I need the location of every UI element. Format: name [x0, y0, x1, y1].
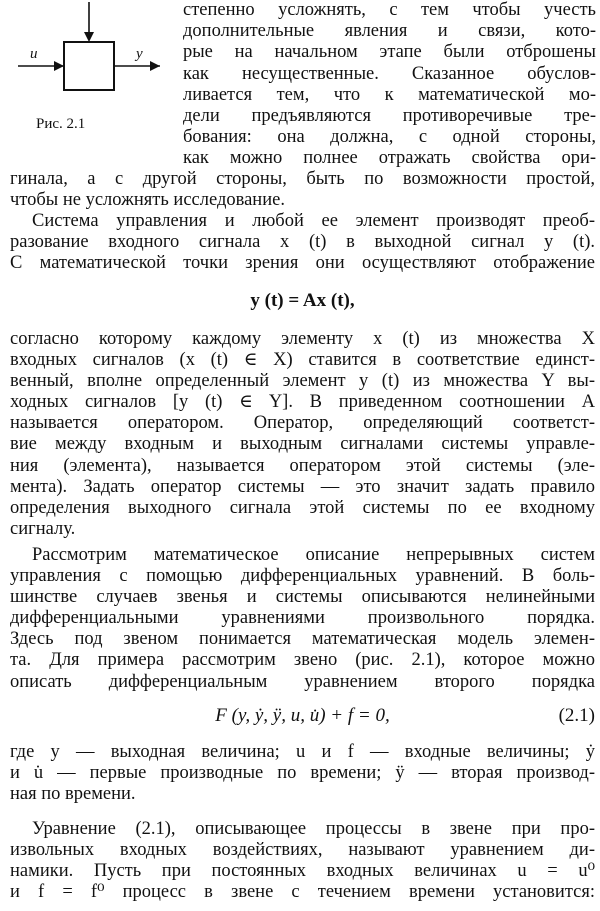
text-line: определения выходного сигнала этой системы по ее входному: [10, 497, 595, 518]
figure-2-1: [8, 0, 173, 150]
text-line: гинала, а с другой стороны, быть по возможности простой,: [10, 169, 595, 189]
block-diagram: [8, 0, 173, 150]
paragraph-5: [10, 742, 595, 805]
text-line: Здесь под звеном понимается математическая модель элемен-: [10, 629, 595, 650]
text-line: где y — выходная величина; u и f — входные величины; ẏ: [10, 742, 595, 762]
text-line: Уравнение (2.1), описывающее процессы в звене при про-: [32, 819, 595, 839]
text-line: вие между входным и выходным сигналами системы управле-: [10, 434, 595, 455]
text-line: дели предъявляются противоречивые тре-: [183, 106, 596, 127]
text-line: согласно которому каждому элементу x (t) из множества X: [10, 329, 595, 349]
equation-number: (2.1): [558, 705, 595, 726]
text-line: извольных входных воздействиях, называют уравнением ди-: [10, 840, 595, 861]
input-label-u: u: [30, 46, 38, 62]
operator-equation: [10, 290, 595, 312]
equation-main: F (y, ẏ, ÿ, u, u̇) + f = 0,: [215, 705, 390, 726]
text-line: называется оператором. Оператор, определяющий соответст-: [10, 413, 595, 434]
paragraph-2: [10, 211, 595, 274]
text-line: степенно усложнять, с тем чтобы учесть: [183, 0, 596, 20]
paragraph-1-tail: [10, 169, 595, 211]
text-line: бования: она должна, с одной стороны,: [183, 127, 596, 148]
text-line: та. Для примера рассмотрим звено (рис. 2.1), которое можно: [10, 650, 595, 671]
text-line: Система управления и любой ее элемент производят преоб-: [32, 211, 595, 231]
input-arrowhead: [54, 61, 64, 71]
block-rectangle: [64, 42, 114, 90]
text-line: венный, вполне определенный элемент y (t) из множества Y вы-: [10, 371, 595, 392]
text-line: и u̇ — первые производные по времени; ÿ — вторая производ-: [10, 763, 595, 784]
text-line: рые на начальном этапе были отброшены: [183, 42, 596, 63]
paragraph-4: [10, 545, 595, 693]
text-line: ная по времени.: [10, 784, 136, 805]
text-line: как несущественные. Сказанное обуслов-: [183, 63, 596, 84]
figure-caption: Рис. 2.1: [36, 116, 86, 132]
text-line: разование входного сигнала x (t) в выходной сигнал y (t).: [10, 232, 595, 253]
equation-operator: y (t) = Ax (t),: [250, 290, 355, 311]
text-line: чтобы не усложнять исследование.: [10, 190, 285, 211]
output-arrowhead: [150, 61, 160, 71]
text-line: шинстве случаев звенья и системы описываются нелинейными: [10, 587, 595, 608]
text-line: сигналу.: [10, 518, 76, 539]
text-line: Рассмотрим математическое описание непрерывных систем: [32, 545, 595, 565]
text-line: дифференциальными уравнениями произвольного порядка.: [10, 608, 595, 629]
text-line: ливается тем, что к математической мо-: [183, 84, 596, 105]
text-line: управления с помощью дифференциальных уравнений. В боль-: [10, 566, 595, 587]
text-line: описать дифференциальным уравнением второго порядка: [10, 671, 595, 692]
text-line: и f = f⁰ процесс в звене с течением времени установится:: [10, 882, 595, 903]
text-line: входных сигналов (x (t) ∈ X) ставится в соответствие единст-: [10, 350, 595, 371]
output-label-y: y: [136, 46, 143, 62]
text-line: дополнительные явления и связи, кото-: [183, 21, 596, 42]
paragraph-3: [10, 329, 595, 540]
equation-2-1: [10, 705, 595, 727]
text-line: ходных сигналов [y (t) ∈ Y]. В приведенном соотношении A: [10, 392, 595, 413]
text-line: как можно полнее отражать свойства ори-: [183, 148, 596, 169]
side-text-block: [183, 0, 596, 170]
paragraph-6: [10, 819, 595, 903]
text-line: мента). Задать оператор системы — это значит задать правило: [10, 476, 595, 497]
text-line: намики. Пусть при постоянных входных величинах u = u⁰: [10, 861, 595, 882]
text-line: ния (элемента), называется оператором этой системы (эле-: [10, 455, 595, 476]
text-line: С математической точки зрения они осуществляют отображение: [10, 253, 595, 274]
top-arrowhead: [84, 32, 94, 42]
